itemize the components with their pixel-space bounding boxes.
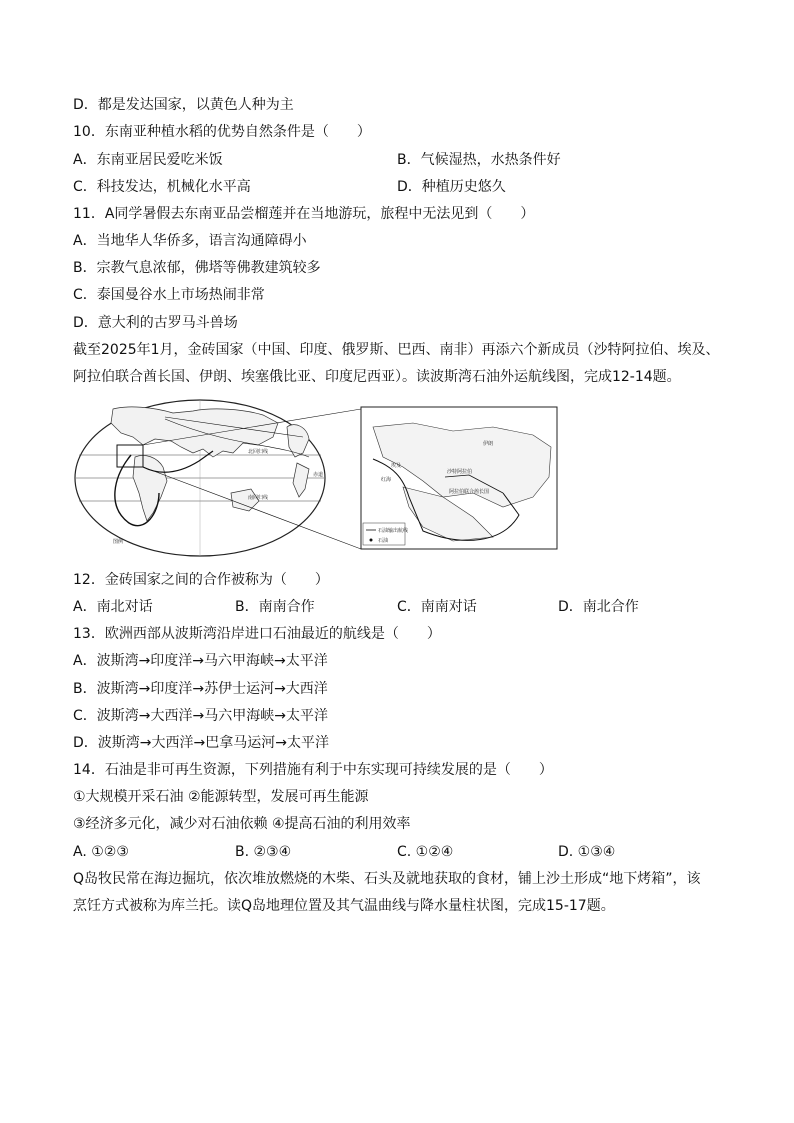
q12-stem: 12．金砖国家之间的合作被称为（ ） bbox=[73, 572, 329, 588]
q12-option-a: A．南北对话 bbox=[73, 599, 153, 615]
q12-option-b: B．南南合作 bbox=[235, 599, 315, 615]
world-legend-label: 图例 bbox=[113, 539, 124, 545]
intro-12-14-line2: 阿拉伯联合酋长国、伊朗、埃塞俄比亚、印度尼西亚）。读波斯湾石油外运航线图，完成12-14题。 bbox=[73, 369, 681, 385]
inset-saudi-label: 沙特阿拉伯 bbox=[447, 469, 473, 475]
intro-15-17-line1: Q岛牧民常在海边掘坑，依次堆放燃烧的木柴、石头及就地获取的食材，铺上沙土形成“地下烤箱”，该 bbox=[73, 871, 701, 887]
inset-red-sea-label: 红海 bbox=[381, 477, 392, 483]
q14-option-b: B. ②③④ bbox=[235, 844, 292, 860]
q11-option-c: C．泰国曼谷水上市场热闹非常 bbox=[73, 287, 265, 303]
tropic-of-cancer-label: 北回归线 bbox=[248, 449, 269, 455]
q13-stem: 13．欧洲西部从波斯湾沿岸进口石油最近的航线是（ ） bbox=[73, 626, 441, 642]
q14-stem: 14．石油是非可再生资源，下列措施有利于中东实现可持续发展的是（ ） bbox=[73, 762, 553, 778]
q10-option-b: B．气候湿热，水热条件好 bbox=[397, 152, 561, 168]
q14-statements-1: ①大规模开采石油 ②能源转型，发展可再生能源 bbox=[73, 789, 369, 805]
q14-statements-2: ③经济多元化，减少对石油依赖 ④提高石油的利用效率 bbox=[73, 816, 411, 832]
q10-option-c: C．科技发达，机械化水平高 bbox=[73, 179, 251, 195]
q11-option-b: B．宗教气息浓郁，佛塔等佛教建筑较多 bbox=[73, 260, 321, 276]
persian-gulf-oil-route-map bbox=[73, 397, 715, 560]
tropic-of-capricorn-label: 南回归线 bbox=[248, 495, 269, 501]
intro-12-14-line1: 截至2025年1月，金砖国家（中国、印度、俄罗斯、巴西、南非）再添六个新成员（沙特阿拉伯、埃及、 bbox=[73, 342, 720, 358]
legend-oil: 石油 bbox=[378, 538, 389, 544]
equator-label: 赤道 bbox=[313, 472, 324, 478]
q10-stem: 10．东南亚种植水稻的优势自然条件是（ ） bbox=[73, 124, 371, 140]
inset-map bbox=[361, 407, 557, 549]
q13-option-b: B．波斯湾→印度洋→苏伊士运河→大西洋 bbox=[73, 681, 328, 697]
q10-option-a: A．东南亚居民爱吃米饭 bbox=[73, 152, 223, 168]
q14-option-d: D. ①③④ bbox=[558, 844, 616, 860]
intro-15-17-line2: 烹饪方式被称为库兰托。读Q岛地理位置及其气温曲线与降水量柱状图，完成15-17题。 bbox=[73, 898, 615, 914]
inset-uae-label: 阿拉伯联合酋长国 bbox=[449, 489, 490, 495]
q14-option-c: C. ①②④ bbox=[397, 844, 454, 860]
legend-oil-route: 石油输出航线 bbox=[378, 528, 409, 534]
q12-option-c: C．南南对话 bbox=[397, 599, 477, 615]
inset-egypt-label: 埃及 bbox=[391, 463, 402, 469]
q13-option-d: D．波斯湾→大西洋→巴拿马运河→太平洋 bbox=[73, 735, 329, 751]
q11-option-a: A．当地华人华侨多，语言沟通障碍小 bbox=[73, 233, 307, 249]
inset-iran-label: 伊朗 bbox=[483, 441, 494, 447]
world-map bbox=[75, 400, 361, 556]
q13-option-a: A．波斯湾→印度洋→马六甲海峡→太平洋 bbox=[73, 653, 328, 669]
q12-option-d: D．南北合作 bbox=[558, 599, 639, 615]
q9-option-d: D．都是发达国家，以黄色人种为主 bbox=[73, 97, 294, 113]
q14-option-a: A. ①②③ bbox=[73, 844, 129, 860]
q10-option-d: D．种植历史悠久 bbox=[397, 179, 506, 195]
q11-stem: 11．A同学暑假去东南亚品尝榴莲并在当地游玩，旅程中无法见到（ ） bbox=[73, 206, 535, 222]
q11-option-d: D．意大利的古罗马斗兽场 bbox=[73, 315, 238, 331]
q13-option-c: C．波斯湾→大西洋→马六甲海峡→太平洋 bbox=[73, 708, 328, 724]
